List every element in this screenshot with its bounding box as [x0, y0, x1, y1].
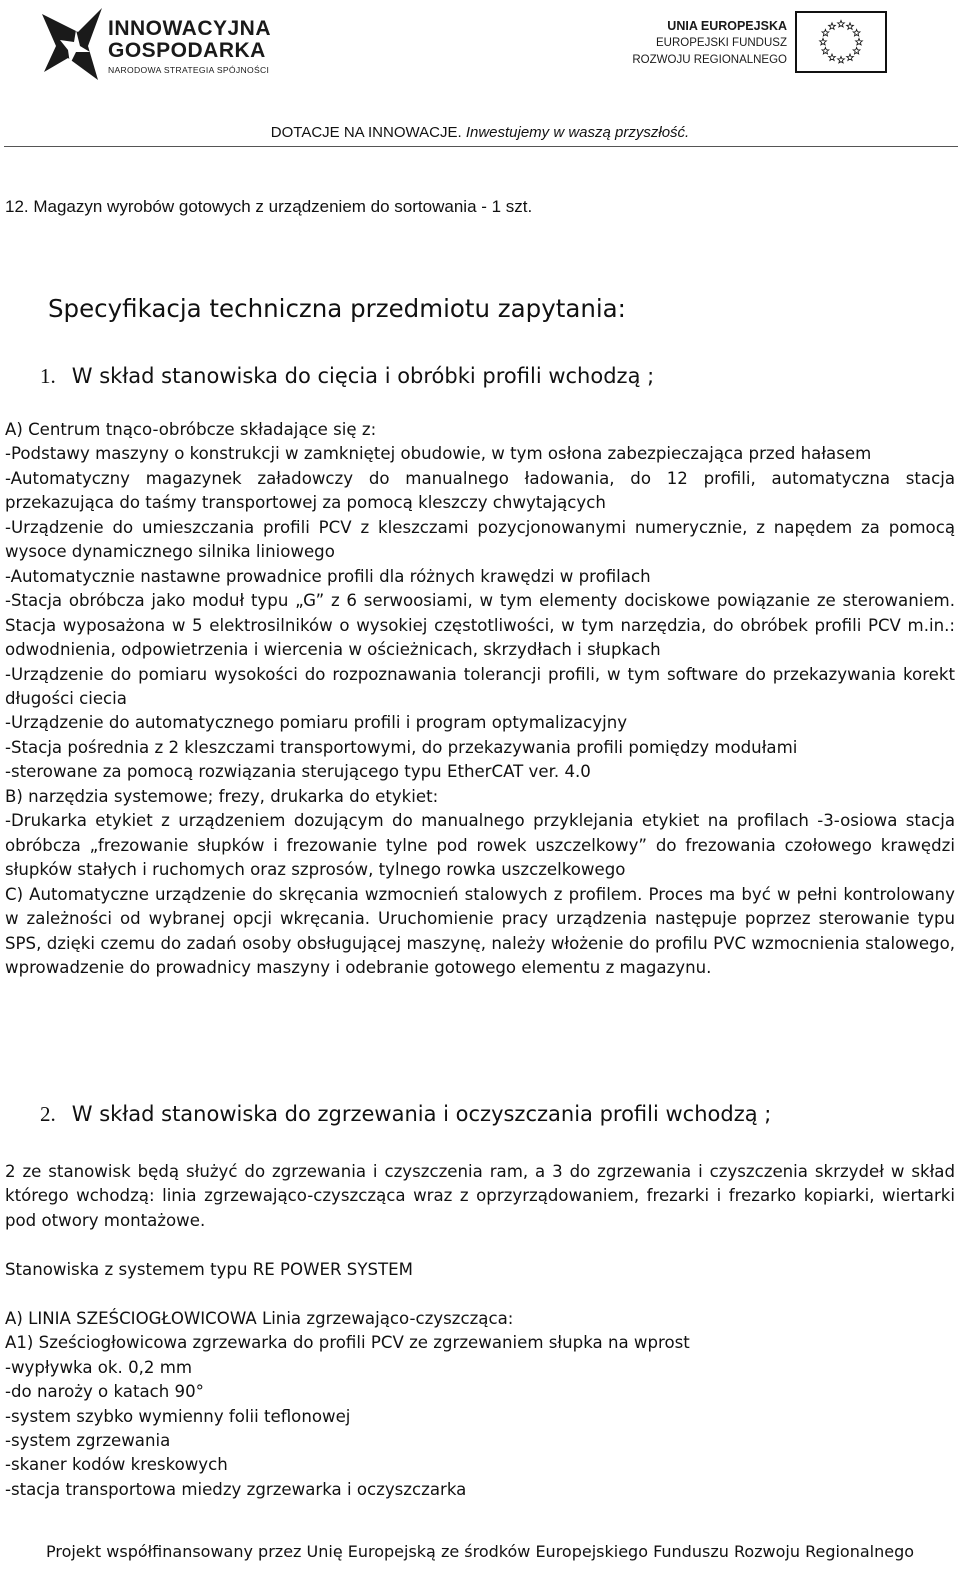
spec-title: Specyfikacja techniczna przedmiotu zapytania:: [48, 294, 626, 323]
eu-star-icon: [822, 47, 829, 54]
paragraph: -Urządzenie do automatycznego pomiaru profili i program optymalizacyjny: [5, 713, 628, 733]
eu-star-icon: [829, 23, 836, 30]
eu-line-2: EUROPEJSKI FUNDUSZ: [656, 37, 787, 49]
section-1-heading: [40, 364, 654, 389]
eu-star-icon: [838, 56, 845, 63]
list-item: -wypływka ok. 0,2 mm: [5, 1357, 193, 1377]
section-2-title: W skład stanowiska do zgrzewania i oczyszczania profili wchodzą ;: [71, 1102, 772, 1126]
paragraph: -sterowane za pomocą rozwiązania sterującego typu EtherCAT ver. 4.0: [5, 762, 591, 782]
list-item: -do naroży o katach 90°: [5, 1382, 204, 1402]
section-2-body: [5, 1160, 955, 1502]
list-item: -system zgrzewania: [5, 1430, 171, 1450]
eu-line-3: ROZWOJU REGIONALNEGO: [632, 54, 787, 66]
paragraph: B) narzędzia systemowe; frezy, drukarka do etykiet:: [5, 786, 439, 806]
eu-star-icon: [829, 54, 836, 61]
paragraph: -Automatycznie nastawne prowadnice profili dla różnych krawędzi w profilach: [5, 566, 651, 586]
eu-star-icon: [847, 54, 854, 61]
paragraph: -Urządzenie do umieszczania profili PCV z kleszczami pozycjonowanymi numerycznie, z napędem za pomocą wysoce dynamicznego silnika liniowego: [5, 517, 955, 562]
logo-line-strategia: NARODOWA STRATEGIA SPÓJNOŚCI: [108, 65, 270, 75]
eu-flag-icon: [795, 11, 887, 73]
eu-star-icon: [838, 20, 845, 27]
list-item: A1) Sześciogłowicowa zgrzewarka do profili PCV ze zgrzewaniem słupka na wprost: [5, 1333, 690, 1353]
slogan-italic: Inwestujemy w waszą przyszłość.: [465, 124, 690, 141]
list-item: -stacja transportowa miedzy zgrzewarka i oczyszczarka: [5, 1479, 467, 1499]
eu-star-icon: [853, 29, 860, 36]
eu-star-icon: [853, 47, 860, 54]
system-line: Stanowiska z systemem typu RE POWER SYSTEM: [5, 1259, 413, 1279]
slogan-plain: DOTACJE NA INNOWACJE.: [270, 124, 462, 141]
section-1-body: [5, 418, 955, 980]
slogan: [0, 124, 960, 141]
logo-line-gospodarka: GOSPODARKA: [108, 39, 266, 62]
eu-star-icon: [856, 38, 863, 45]
list-item: -skaner kodów kreskowych: [5, 1455, 228, 1475]
paragraph: -Urządzenie do pomiaru wysokości do rozpoznawania tolerancji profili, w tym software do przekazywania korekt długości ciecia: [5, 664, 955, 708]
paragraph: A) Centrum tnąco-obróbcze składające się z:: [5, 420, 377, 439]
footer-text: Projekt współfinansowany przez Unię Europejską ze środków Europejskiego Funduszu Rozwoju Regionalnego: [45, 1542, 915, 1561]
eu-star-icon: [822, 29, 829, 36]
section-2-number: 2.: [40, 1102, 56, 1126]
section-2-heading: [40, 1102, 771, 1127]
item-title: 12. Magazyn wyrobów gotowych z urządzeniem do sortowania - 1 szt.: [5, 197, 533, 216]
section-1-number: 1.: [40, 364, 56, 388]
star-icon: [38, 6, 104, 82]
section-2-intro: 2 ze stanowisk będą służyć do zgrzewania i czyszczenia ram, a 3 do zgrzewania i czyszczenia skrzydeł w skład którego wchodzą: linia zgrzewająco-czyszcząca wraz z oprzyrządowaniem, frezarki i frezarko kopiarki, wiertarki pod otwory montażowe.: [5, 1162, 955, 1230]
eu-line-1: UNIA EUROPEJSKA: [667, 19, 787, 33]
innowacyjna-gospodarka-logo: [38, 6, 288, 86]
eu-star-icon: [847, 23, 854, 30]
eu-star-icon: [820, 38, 827, 45]
paragraph: -Podstawy maszyny o konstrukcji w zamkniętej obudowie, w tym osłona zabezpieczająca przed hałasem: [5, 444, 872, 464]
paragraph: -Stacja obróbcza jako moduł typu „G” z 6 serwoosiami, w tym elementy dociskowe powiązanie ze sterowaniem. Stacja wyposażona w 5 elektrosilników o wysokiej częstotliwości, w tym narzędzia, do obróbek profili PCV m.in.: odwodnienia, odpowietrzenia i wiercenia w ościeżnicach, skrzydłach i słupkach: [5, 591, 955, 660]
paragraph: -Automatyczny magazynek załadowczy do manualnego ładowania, do 12 profili, automatyczna stacja przekazująca do taśmy transportowej za pomocą kleszczy chwytających: [5, 468, 955, 513]
list-item: A) LINIA SZEŚCIOGŁOWICOWA Linia zgrzewająco-czyszcząca:: [5, 1308, 514, 1328]
header-divider: [4, 146, 958, 147]
paragraph: C) Automatyczne urządzenie do skręcania wzmocnień stalowych z profilem. Proces ma być w pełni kontrolowany w zależności od wybranej opcji wkręcania. Uruchomienie pracy urządzenia następuje poprzez sterowanie typu SPS, dzięki czemu do zadań osoby obsługującej maszynę, należy włożenie do profilu PVC wzmocnienia stalowego, wprowadzenie do prowadnicy maszyny i odebranie gotowego elementu z magazynu.: [5, 884, 955, 977]
logo-line-innowacyjna: INNOWACYJNA: [108, 17, 272, 40]
list-item: -system szybko wymienny folii teflonowej: [5, 1406, 351, 1426]
paragraph: -Drukarka etykiet z urządzeniem dozującym do manualnego przyklejania etykiet na profilach -3-osiowa stacja obróbcza „frezowanie słupków i frezowanie tylne pod rowek uszczelkowy” do frezowania czołowego krawędzi słupków stałych i ruchomych oraz szprosów, tylnego rowka uszczelkowego: [5, 811, 955, 880]
paragraph: -Stacja pośrednia z 2 kleszczami transportowymi, do przekazywania profili pomiędzy modułami: [5, 737, 798, 757]
section-1-title: W skład stanowiska do cięcia i obróbki profili wchodzą ;: [71, 364, 655, 388]
